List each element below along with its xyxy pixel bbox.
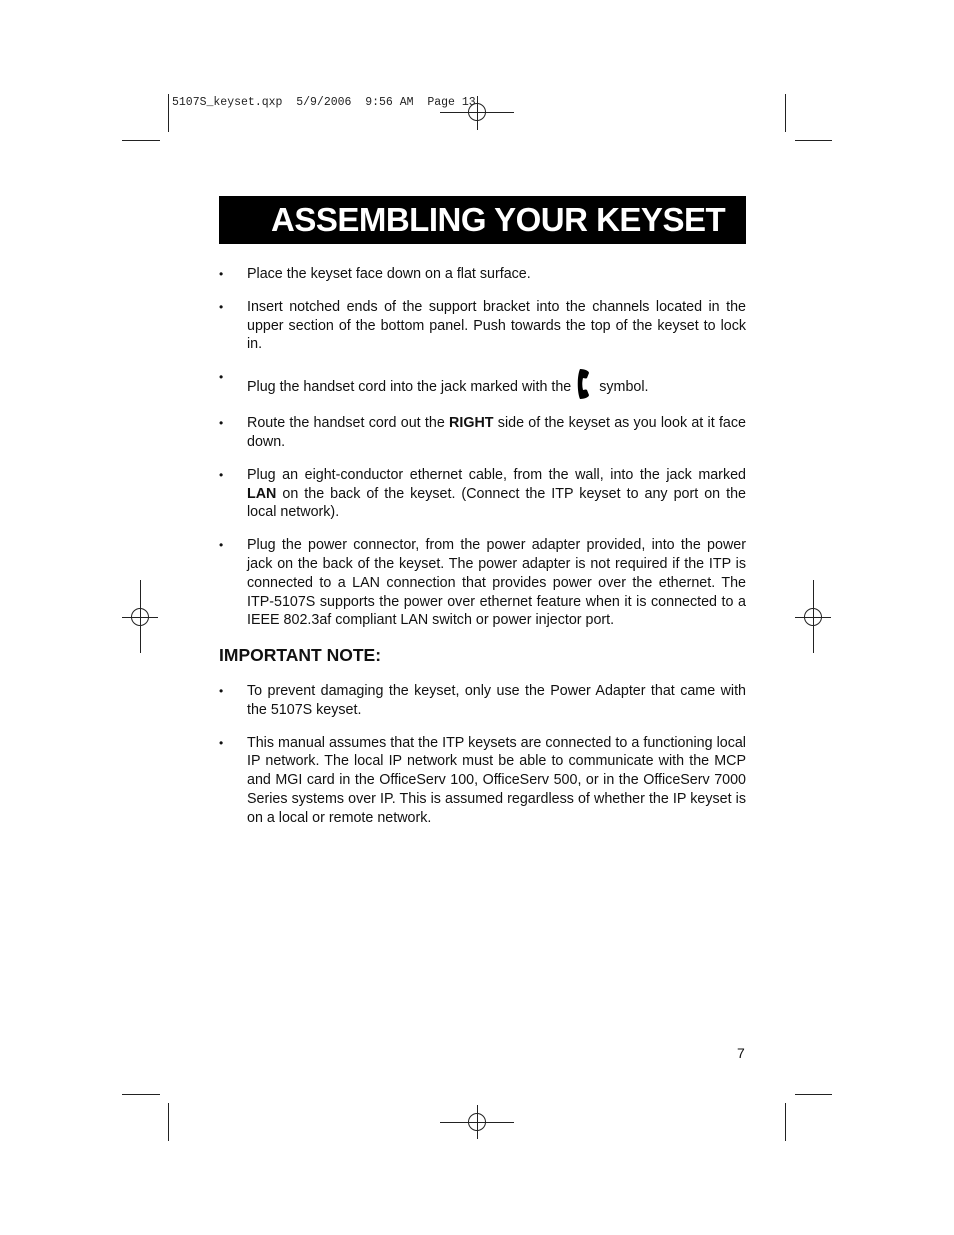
- emphasis-text: RIGHT: [449, 415, 494, 432]
- crop-mark: [795, 1094, 832, 1095]
- step-text: Plug the power connector, from the power adapter provided, into the power jack on the back of the keyset. The power adapter is not required if the ITP is connected to a LAN connection that provides power over the ethernet. The ITP-5107S supports the power over ethernet feature when it is connected to a IEEE 802.3af compliant LAN switch or power injector port.: [247, 537, 746, 629]
- note-text: This manual assumes that the ITP keysets are connected to a functioning local IP network. The local IP network must be able to communicate with the MCP and MGI card in the OfficeServ 100, OfficeServ 500, or in the OfficeServ 7000 Series systems over IP. This is assumed regardless of whether the IP keyset is on a local or remote network.: [247, 734, 746, 826]
- step-text: side of the keyset as you look at it face down.: [247, 415, 746, 450]
- bullet: •: [219, 299, 224, 314]
- page-title: ASSEMBLING YOUR KEYSET: [271, 201, 726, 238]
- registration-ring: [468, 1113, 486, 1131]
- crop-mark: [785, 94, 786, 132]
- crop-mark: [122, 140, 160, 141]
- crop-mark: [168, 94, 169, 132]
- bullet: •: [219, 538, 224, 553]
- step-text: on the back of the keyset. (Connect the ITP keyset to any port on the local network).: [247, 485, 746, 521]
- page-number: 7: [737, 1045, 745, 1061]
- important-note-heading: IMPORTANT NOTE:: [219, 645, 382, 665]
- bullet: •: [219, 735, 224, 750]
- step-text: Place the keyset face down on a flat surface.: [247, 266, 531, 282]
- list-item: [219, 368, 746, 400]
- bullet: •: [219, 684, 224, 698]
- list-item: [219, 734, 746, 828]
- crop-mark: [795, 140, 832, 141]
- crop-mark: [785, 1103, 786, 1141]
- crop-mark: [168, 1103, 169, 1141]
- list-item: [219, 536, 746, 630]
- title-bar: [219, 196, 746, 244]
- list-item: [219, 298, 746, 354]
- bullet: •: [219, 370, 224, 385]
- step-text: Insert notched ends of the support bracket into the channels located in the upper section of the bottom panel. Push towards the top of the keyset to lock in.: [247, 298, 746, 353]
- emphasis-text: LAN: [247, 485, 277, 502]
- step-text: Plug an eight-conductor ethernet cable, from the wall, into the jack marked: [247, 466, 746, 483]
- step-text: Plug the handset cord into the jack marked with the: [247, 379, 572, 396]
- important-note-list: [219, 682, 746, 828]
- note-text: To prevent damaging the keyset, only use the Power Adapter that came with the 5107S keyset.: [247, 683, 746, 718]
- bullet: •: [219, 467, 224, 482]
- step-text: symbol.: [599, 379, 649, 396]
- list-item: [219, 414, 746, 452]
- bullet: •: [219, 416, 224, 431]
- telephone-handset-icon: [577, 368, 591, 400]
- list-item: [219, 682, 746, 720]
- registration-ring: [804, 608, 822, 626]
- step-text: Route the handset cord out the: [247, 415, 445, 432]
- list-item: [219, 466, 746, 522]
- bullet: •: [219, 267, 224, 281]
- assembly-steps: [219, 265, 746, 630]
- list-item: [219, 265, 746, 284]
- crop-mark: [122, 1094, 160, 1095]
- registration-ring: [131, 608, 149, 626]
- file-slug: 5107S_keyset.qxp 5/9/2006 9:56 AM Page 13: [172, 96, 476, 109]
